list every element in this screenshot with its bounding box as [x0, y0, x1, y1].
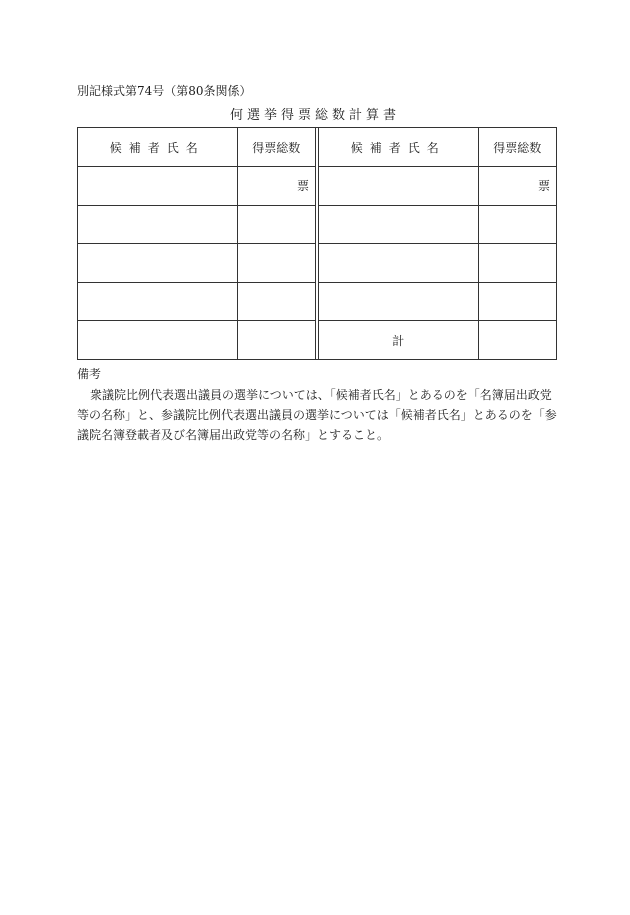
table-row [319, 167, 556, 206]
remarks-label: 備考 [77, 367, 102, 381]
vote-count-cell[interactable]: 票 [478, 167, 556, 206]
candidate-name-cell[interactable] [319, 282, 478, 321]
form-title: 何選挙得票総数計算書 [229, 108, 400, 123]
candidate-name-cell[interactable] [319, 167, 478, 206]
total-votes-header: 得票総数 [237, 128, 315, 167]
vote-count-cell[interactable] [237, 282, 315, 321]
table-header-row [78, 128, 315, 167]
candidate-name-cell[interactable] [319, 244, 478, 283]
candidate-name-header: 候補者氏名 [78, 128, 237, 167]
candidate-name-cell[interactable] [78, 282, 237, 321]
candidate-name-cell[interactable] [319, 205, 478, 244]
left-tally-table [78, 128, 315, 359]
vote-count-cell[interactable] [478, 205, 556, 244]
table-row [78, 282, 315, 321]
total-votes-header: 得票総数 [478, 128, 556, 167]
table-row [78, 321, 315, 360]
remarks-line: 等の名称」と、参議院比例代表選出議員の選挙については「候補者氏名」とあるのを「参 [77, 408, 557, 422]
table-header-row [319, 128, 556, 167]
vote-count-cell[interactable] [478, 282, 556, 321]
table-row [319, 205, 556, 244]
table-row [78, 167, 315, 206]
vote-count-cell[interactable] [237, 321, 315, 360]
total-votes-cell[interactable] [478, 321, 556, 360]
candidate-name-cell[interactable] [78, 244, 237, 283]
table-row [78, 244, 315, 283]
vote-count-cell[interactable] [237, 205, 315, 244]
vote-count-cell[interactable] [237, 244, 315, 283]
remarks-line: 議院名簿登載者及び名簿届出政党等の名称」とすること。 [77, 428, 390, 442]
total-row [319, 321, 556, 360]
candidate-name-cell[interactable] [78, 167, 237, 206]
form-number: 別記様式第74号（第80条関係） [77, 84, 252, 98]
vote-tally-table [77, 127, 557, 360]
candidate-name-cell[interactable] [78, 321, 237, 360]
candidate-name-cell[interactable] [78, 205, 237, 244]
total-label: 計 [319, 321, 478, 360]
remarks-line: 衆議院比例代表選出議員の選挙については、「候補者氏名」とあるのを「名簿届出政党 [90, 388, 552, 402]
vote-count-cell[interactable] [478, 244, 556, 283]
vote-count-cell[interactable]: 票 [237, 167, 315, 206]
candidate-name-header: 候補者氏名 [319, 128, 478, 167]
right-tally-table [319, 128, 556, 359]
table-row [78, 205, 315, 244]
remarks-text [77, 385, 557, 445]
table-row [319, 244, 556, 283]
table-row [319, 282, 556, 321]
